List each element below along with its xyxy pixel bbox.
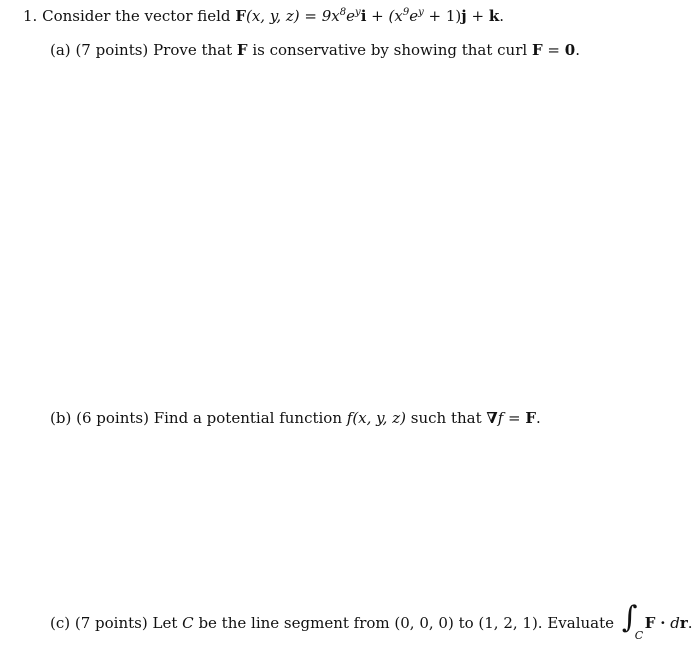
nabla-symbol: ∇ <box>486 409 498 427</box>
j-unit-vector: j <box>461 7 467 25</box>
i-coefficient: $9x^8e^y$ <box>321 7 361 25</box>
field-name: F <box>235 7 246 25</box>
plus-sign-2: + <box>471 7 485 25</box>
part-c <box>50 600 693 642</box>
i-unit-vector: i <box>360 7 367 25</box>
part-c-F: F <box>644 614 656 632</box>
part-c-label: (c) <box>50 614 71 632</box>
part-b-text: Find a potential function <box>153 409 342 427</box>
part-c-end: . <box>687 614 693 632</box>
part-a-points: (7 points) <box>75 41 149 59</box>
problem-intro: Consider the vector field <box>42 7 231 25</box>
part-b-text2: such that <box>410 409 482 427</box>
part-a-F2: F <box>531 41 543 59</box>
integral-icon: ∫ <box>621 600 638 635</box>
part-c-d: d <box>670 614 680 632</box>
equals-sign: = <box>304 7 317 25</box>
j-coefficient: $(x^9e^y + 1)$ <box>388 7 462 25</box>
field-args: (x, y, z) <box>245 7 300 25</box>
part-c-C: C <box>182 614 194 632</box>
part-b <box>50 408 541 428</box>
period: . <box>499 7 505 25</box>
part-c-r: r <box>679 614 688 632</box>
part-a <box>50 40 580 60</box>
part-a-end: . <box>575 41 580 59</box>
part-b-eq: = <box>508 409 521 427</box>
problem-number: 1. <box>23 7 38 25</box>
k-unit-vector: k <box>488 7 500 25</box>
part-c-text: Let <box>152 614 178 632</box>
part-a-F: F <box>236 41 248 59</box>
part-a-zero: 0 <box>564 41 576 59</box>
part-a-eq: = <box>547 41 560 59</box>
part-b-func: f(x, y, z) <box>346 409 406 427</box>
dot-product: · <box>660 614 666 632</box>
part-a-text: Prove that <box>153 41 233 59</box>
part-b-F: F <box>525 409 537 427</box>
integral-subscript: C <box>634 629 644 642</box>
problem-statement <box>23 6 504 26</box>
plus-sign: + <box>371 7 384 25</box>
line-integral <box>619 600 645 642</box>
part-c-text2: be the line segment from (0, 0, 0) to (1, 2, 1). Evaluate <box>198 614 615 632</box>
part-c-points: (7 points) <box>74 614 148 632</box>
part-b-label: (b) <box>50 409 72 427</box>
part-a-label: (a) <box>50 41 71 59</box>
part-b-end: . <box>536 409 541 427</box>
part-a-text2: is conservative by showing that curl <box>252 41 528 59</box>
part-b-points: (6 points) <box>76 409 149 427</box>
part-b-f: f <box>497 409 504 427</box>
